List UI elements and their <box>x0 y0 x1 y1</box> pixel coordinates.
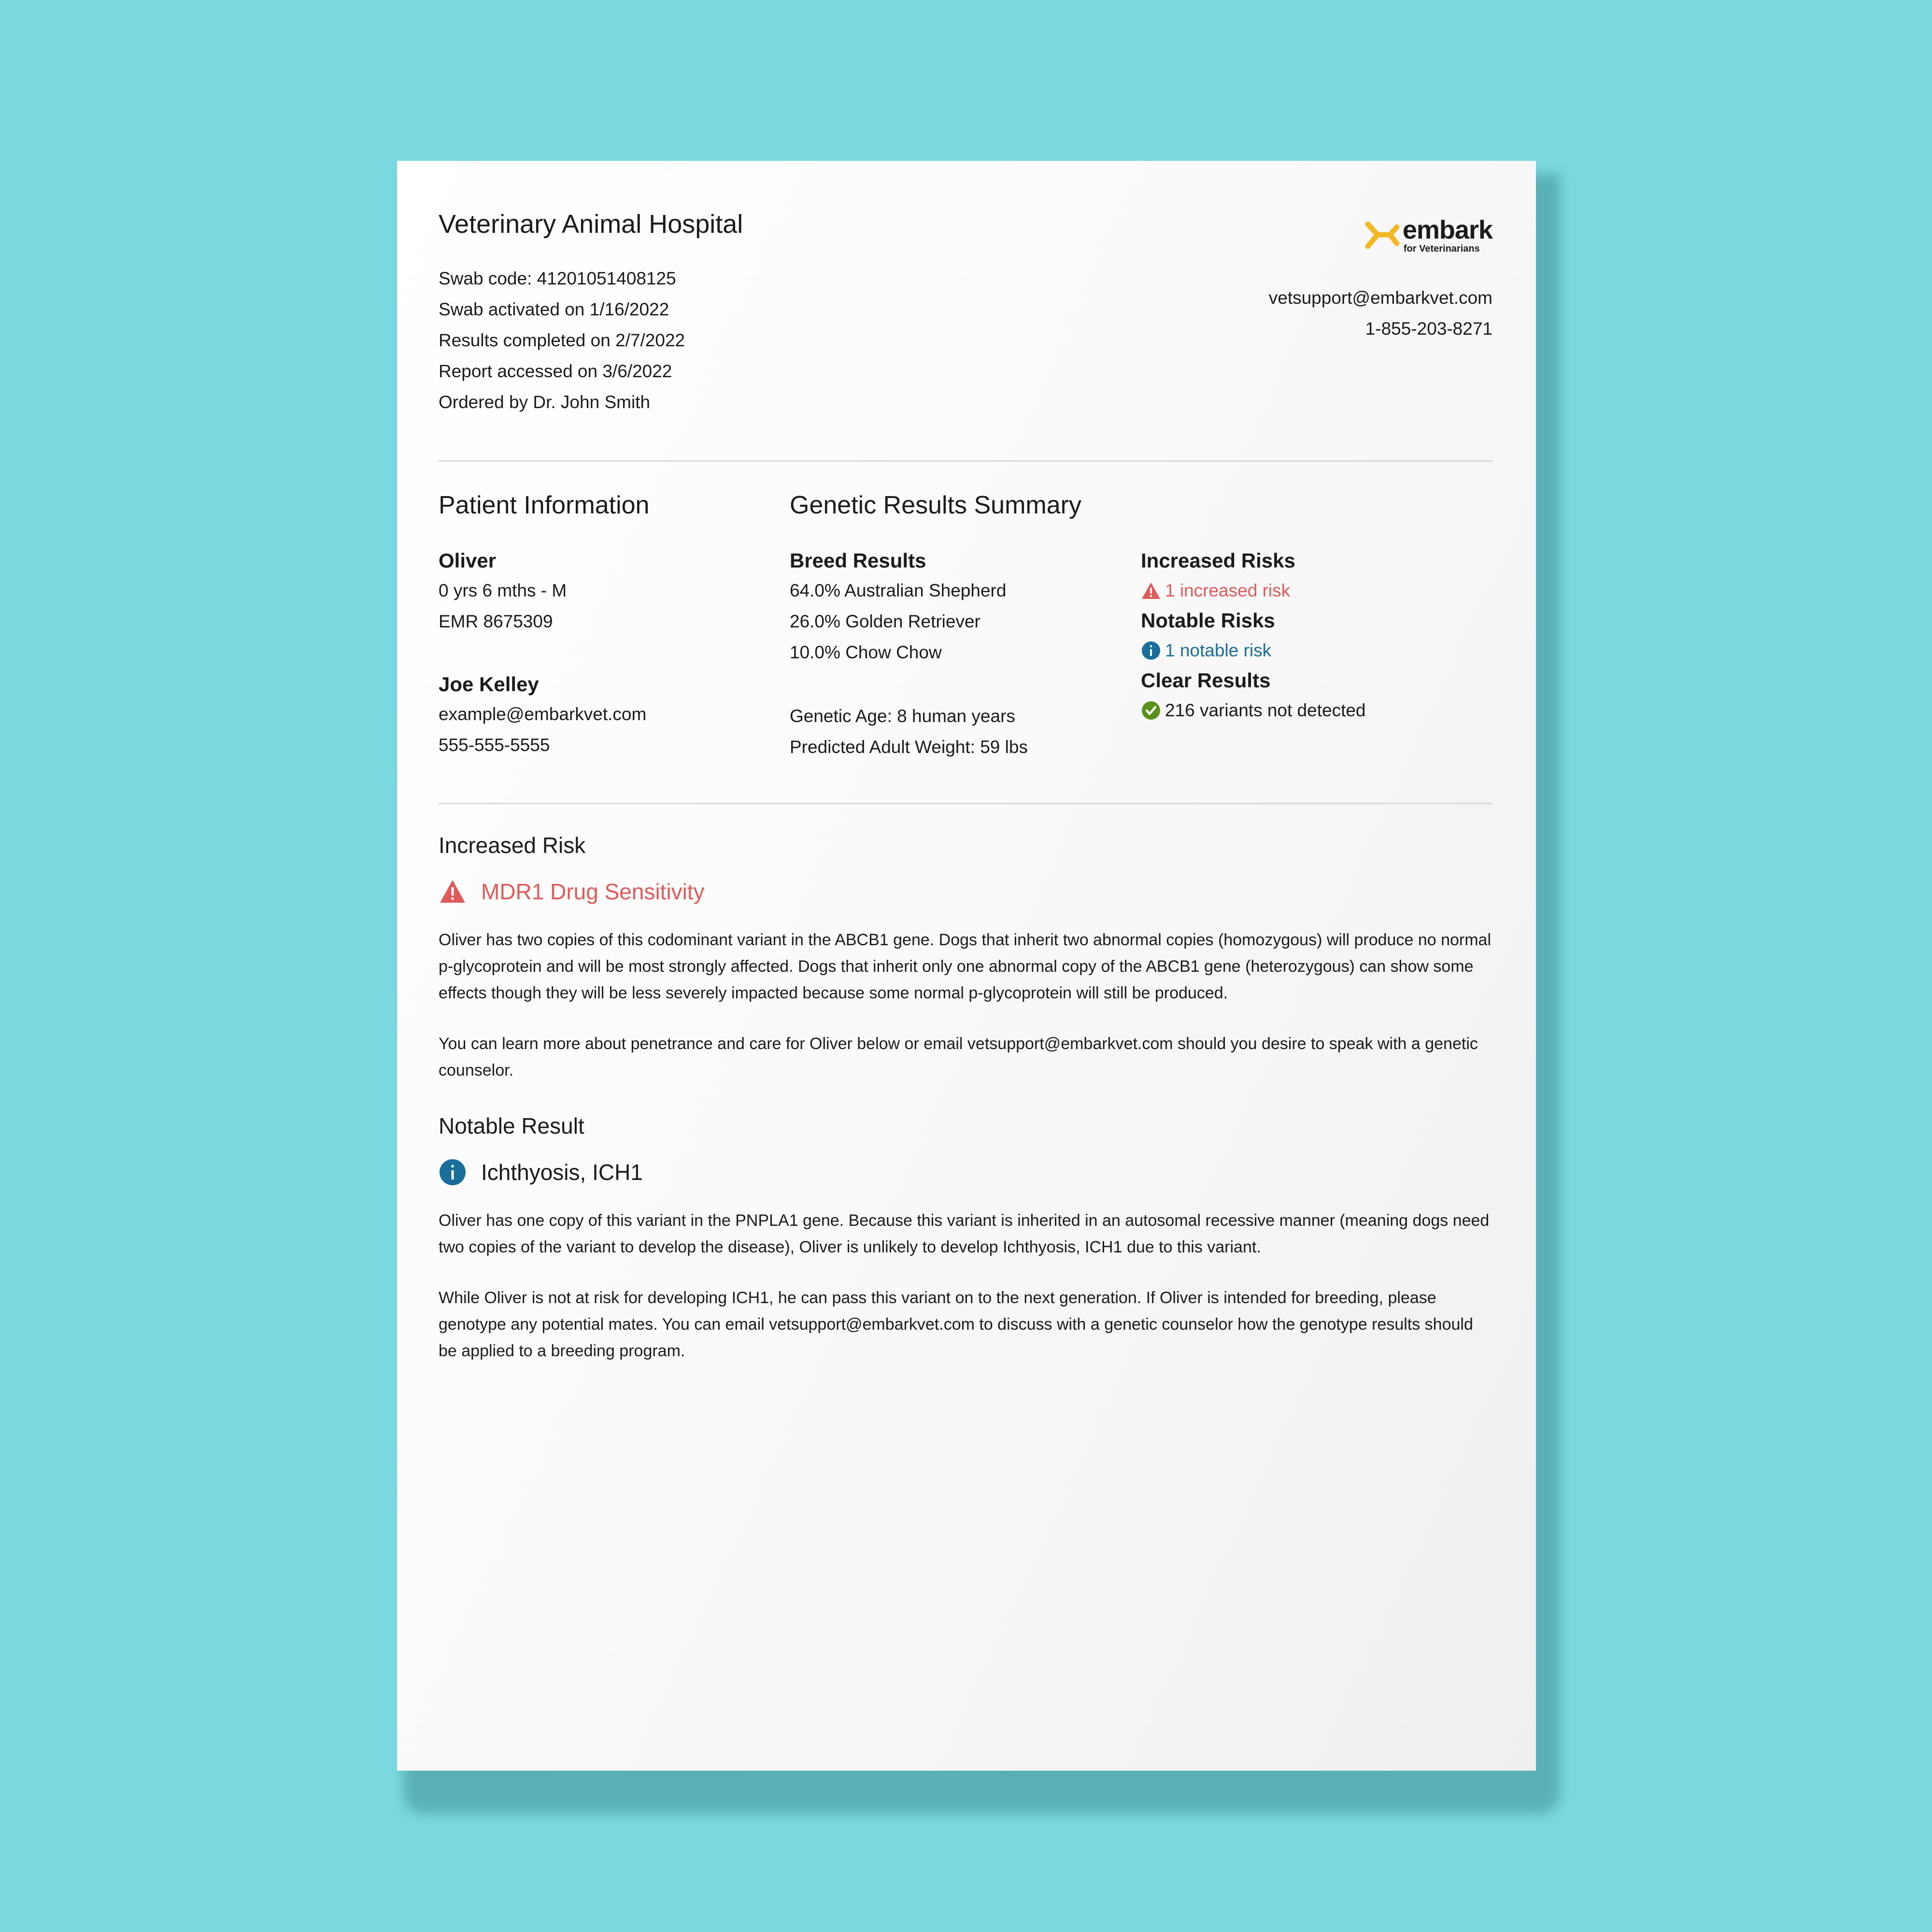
owner-name: Joe Kelley <box>439 673 539 696</box>
breed-results-label: Breed Results <box>790 549 926 572</box>
notable-result-section <box>439 1113 1492 1364</box>
report-header <box>439 209 1492 460</box>
results-completed: Results completed on 2/7/2022 <box>439 330 685 350</box>
info-circle-icon <box>1141 640 1161 661</box>
logo-wordmark: embark <box>1402 215 1492 244</box>
genetic-summary <box>790 491 1141 803</box>
details-section <box>439 804 1492 1364</box>
patient-emr: EMR 8675309 <box>439 611 553 631</box>
patient-info-title: Patient Information <box>439 491 650 519</box>
ich1-finding <box>439 1158 1492 1186</box>
ich1-followup: While Oliver is not at risk for developing ICH1, he can pass this variant on to the next generation. If Oliver is intended for breeding, please genotype any potential mates. You can email vetsupport@embarkvet.com to discuss with a genetic counselor how the genotype results should be applied to a breeding program. <box>439 1289 1473 1360</box>
clear-results-count[interactable] <box>1141 695 1492 726</box>
support-phone[interactable]: 1-855-203-8271 <box>1365 319 1492 339</box>
breed-item: 10.0% Chow Chow <box>790 642 942 662</box>
notable-result-title: Notable Result <box>439 1113 584 1138</box>
report-accessed: Report accessed on 3/6/2022 <box>439 361 672 381</box>
support-email[interactable]: vetsupport@embarkvet.com <box>1268 288 1492 308</box>
breed-item: 64.0% Australian Shepherd <box>790 581 1007 600</box>
support-contact <box>1269 283 1492 344</box>
mdr1-description: Oliver has two copies of this codominant variant in the ABCB1 gene. Dogs that inherit two abnormal copies (homozygous) will produce no normal p-glycoprotein and will be most strongly affected. Dogs that inherit only one abnormal copy of the ABCB1 gene (heterozygous) can show some effects though they will be less severely impacted because some normal p-glycoprotein will still be produced. <box>439 931 1492 1002</box>
ich1-finding-name: Ichthyosis, ICH1 <box>481 1160 643 1185</box>
notable-risk-count[interactable] <box>1141 635 1492 666</box>
patient-age-sex: 0 yrs 6 mths - M <box>439 581 567 600</box>
risk-summary <box>1141 491 1492 803</box>
embark-logo <box>1269 209 1492 262</box>
logo-subtitle: for Veterinarians <box>1403 243 1480 254</box>
increased-risks-label: Increased Risks <box>1141 549 1295 572</box>
report-page <box>397 161 1536 1771</box>
embark-logo-icon <box>1361 217 1401 254</box>
patient-information <box>439 491 790 803</box>
patient-name: Oliver <box>439 549 497 572</box>
notable-risk-text: 1 notable risk <box>1165 640 1272 660</box>
swab-code: Swab code: 41201051408125 <box>439 269 676 288</box>
clear-results-label: Clear Results <box>1141 669 1271 692</box>
warning-triangle-icon <box>439 878 467 906</box>
brand-block <box>1269 209 1492 344</box>
genetic-summary-title: Genetic Results Summary <box>790 491 1081 519</box>
owner-email[interactable]: example@embarkvet.com <box>439 704 647 724</box>
genetic-age: Genetic Age: 8 human years <box>790 706 1015 726</box>
mdr1-followup: You can learn more about penetrance and care for Oliver below or email vetsupport@embarkvet.com should you desire to speak with a genetic counselor. <box>439 1035 1478 1080</box>
info-circle-icon <box>439 1158 467 1186</box>
hospital-name: Veterinary Animal Hospital <box>439 210 743 239</box>
notable-risks-label: Notable Risks <box>1141 609 1275 632</box>
clear-results-text: 216 variants not detected <box>1165 700 1366 720</box>
mdr1-finding <box>439 878 1492 906</box>
increased-risk-title: Increased Risk <box>439 833 586 858</box>
swab-activated: Swab activated on 1/16/2022 <box>439 299 669 319</box>
increased-risk-section <box>439 832 1492 1084</box>
predicted-weight: Predicted Adult Weight: 59 lbs <box>790 737 1028 757</box>
breed-item: 26.0% Golden Retriever <box>790 611 980 631</box>
increased-risk-count[interactable] <box>1141 575 1492 606</box>
summary-section <box>439 462 1492 803</box>
ich1-description: Oliver has one copy of this variant in the PNPLA1 gene. Because this variant is inherited in an autosomal recessive manner (meaning dogs need two copies of the variant to develop the disease), Oliver is unlikely to develop Ichthyosis, ICH1 due to this variant. <box>439 1211 1490 1256</box>
ordered-by: Ordered by Dr. John Smith <box>439 392 651 412</box>
increased-risk-text: 1 increased risk <box>1165 581 1291 600</box>
owner-phone: 555-555-5555 <box>439 735 550 755</box>
warning-triangle-icon <box>1141 581 1161 601</box>
check-circle-icon <box>1141 700 1161 721</box>
mdr1-finding-name: MDR1 Drug Sensitivity <box>481 879 705 904</box>
